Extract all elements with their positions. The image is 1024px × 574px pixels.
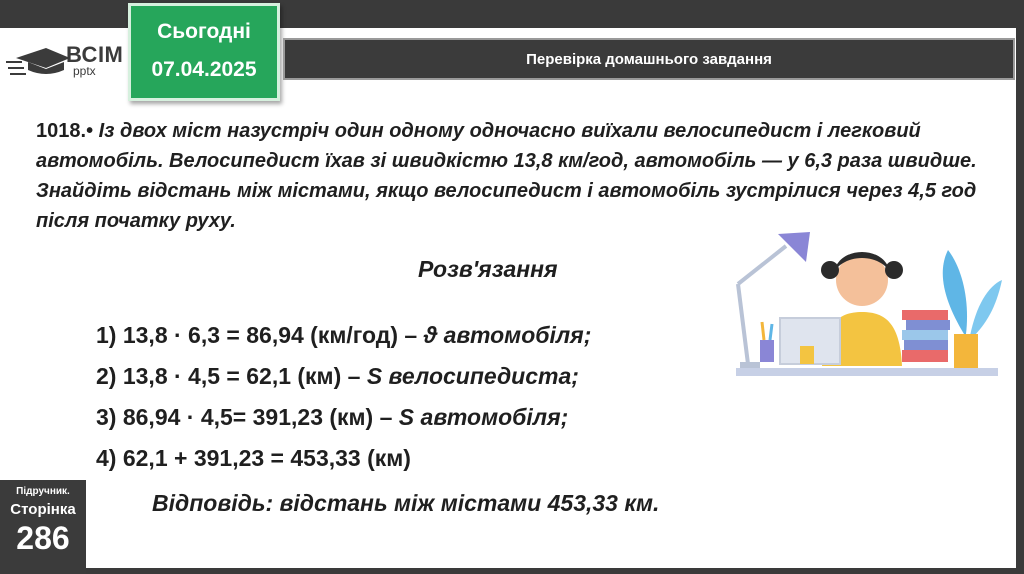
bottom-frame [0, 568, 1024, 574]
answer-text: Відповідь: відстань між містами 453,33 км. [152, 490, 660, 516]
logo-name: ВСІМ [66, 42, 124, 67]
step-expression: 3) 86,94 · 4,5= 391,23 (км) – [96, 404, 399, 430]
solution-step-3 [96, 404, 568, 431]
solution-step-2 [96, 363, 579, 390]
logo-sub: pptx [73, 64, 96, 78]
task-marker: • [86, 120, 94, 142]
date-badge [128, 3, 280, 101]
solution-step-1 [96, 322, 591, 349]
step-note: S велосипедиста; [366, 363, 579, 389]
page-title: Перевірка домашнього завдання [283, 38, 1015, 80]
step-expression: 4) 62,1 + 391,23 = 453,33 (км) [96, 445, 411, 471]
step-expression: 2) 13,8 · 4,5 = 62,1 (км) – [96, 363, 367, 389]
page-number: 286 [16, 520, 70, 556]
step-note: ϑ автомобіля; [423, 322, 592, 348]
task-body: Із двох міст назустріч один одному одночасно виїхали велосипедист і легковий автомобіль. Велосипедист їхав зі швидкістю 13,8 км/год, автомобіль — у 6,3 раза швидше. Знайдіть відстань між містами, якщо велосипедист і автомобіль зустрілися через 4,5 год після початку руху. [36, 120, 977, 232]
right-frame [1016, 0, 1024, 574]
textbook-page-box [0, 480, 86, 574]
textbook-caption: Підручник. [16, 486, 70, 497]
step-note: S автомобіля; [398, 404, 569, 430]
girl-at-desk-illustration [726, 214, 1006, 390]
step-expression: 1) 13,8 · 6,3 = 86,94 (км/год) – [96, 322, 424, 348]
solution-step-4 [96, 445, 411, 472]
date-value: 07.04.2025 [151, 58, 257, 81]
today-label: Сьогодні [157, 20, 251, 43]
solution-title: Розв'язання [418, 256, 558, 282]
page-label: Сторінка [10, 501, 76, 518]
task-number: 1018. [36, 120, 87, 142]
